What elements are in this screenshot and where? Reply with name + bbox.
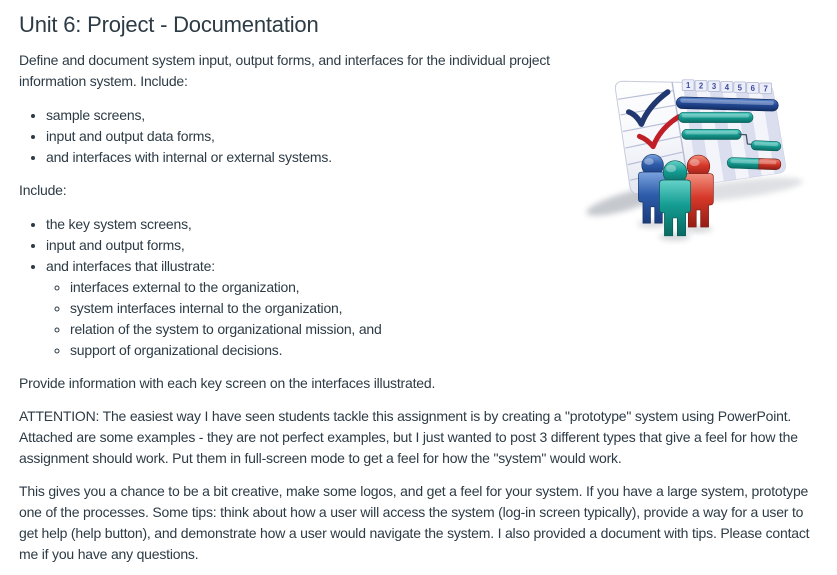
list-item: • input and output data forms,	[46, 126, 813, 147]
list-item: ◦ relation of the system to organizational mission, and	[70, 319, 813, 340]
svg-text:5: 5	[737, 83, 742, 93]
svg-text:6: 6	[750, 83, 755, 93]
project-planning-illustration	[579, 52, 813, 248]
include-label: Include:	[19, 182, 67, 198]
list-item: • and interfaces with internal or external systems.	[46, 147, 813, 168]
person-teal	[660, 161, 691, 236]
closing-paragraph: This gives you a chance to be a bit creative, make some logos, and get a feel for your system. If you have a large system, prototype one of the processes. Some tips: think about how a user will access the system (log-in screen typically), provide a way for a user to get help (help button), and demonstrate how a user would navigate the system. I also provided a document with tips. Please contact me if you have any questions.	[19, 483, 810, 562]
project-board-graphic	[579, 52, 813, 248]
list-item: ◦ support of organizational decisions.	[70, 340, 813, 361]
attention-paragraph: ATTENTION: The easiest way I have seen students tackle this assignment is by creating a "prototype" system using PowerPoint. Attached are some examples - they are not perfect examples, but I just wanted to post 3 different types that give a feel for how the assignment should work. Put them in full-screen mode to get a feel for how the "system" would work.	[19, 408, 798, 466]
assignment-description	[19, 50, 813, 565]
list-item: • the key system screens,	[46, 214, 813, 235]
intro-paragraph: Define and document system input, output forms, and interfaces for the individual project information system. Include:	[19, 52, 550, 89]
list-item: • sample screens,	[46, 105, 813, 126]
page-title: Unit 6: Project - Documentation	[19, 12, 319, 37]
people-figures	[638, 154, 714, 240]
svg-text:3: 3	[711, 82, 717, 92]
list-item	[46, 256, 813, 361]
svg-text:4: 4	[724, 82, 729, 92]
svg-text:7: 7	[763, 84, 768, 94]
list-item: • input and output forms,	[46, 235, 813, 256]
list-item: ◦ interfaces external to the organization,	[70, 277, 813, 298]
provide-note: Provide information with each key screen on the interfaces illustrated.	[19, 375, 436, 391]
svg-text:1: 1	[686, 81, 691, 91]
list-item: ◦ system interfaces internal to the organization,	[70, 298, 813, 319]
list-item-label: and interfaces that illustrate:	[46, 258, 215, 274]
svg-text:2: 2	[698, 81, 704, 91]
interfaces-sublist	[46, 277, 813, 361]
